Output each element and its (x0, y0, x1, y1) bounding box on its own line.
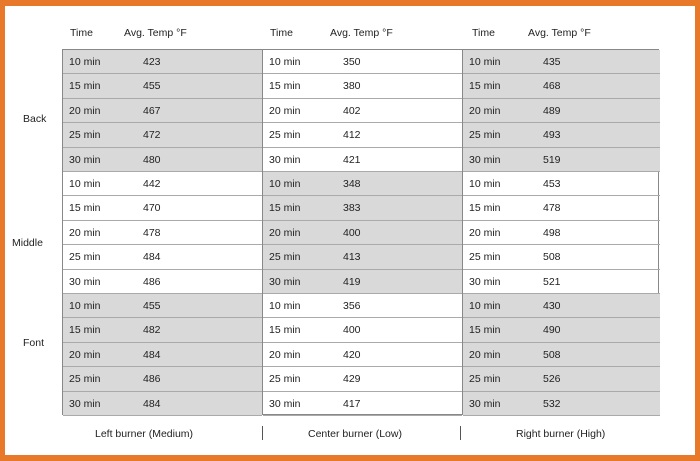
time-cell: 25 min (269, 251, 301, 264)
temp-cell: 420 (343, 348, 361, 361)
temp-cell: 412 (343, 129, 361, 142)
temp-cell: 417 (343, 397, 361, 410)
footer-divider (262, 426, 263, 440)
temp-cell: 429 (343, 373, 361, 386)
time-cell: 15 min (469, 202, 501, 215)
temp-cell: 455 (143, 300, 161, 312)
time-cell: 10 min (69, 300, 101, 312)
temp-cell: 380 (343, 80, 361, 93)
time-cell: 10 min (469, 300, 501, 312)
time-cell: 10 min (269, 300, 301, 312)
time-cell: 20 min (69, 104, 101, 117)
table-row (263, 343, 462, 367)
temp-cell: 468 (543, 80, 561, 93)
temp-cell: 400 (343, 226, 361, 239)
table-row (463, 172, 660, 196)
time-cell: 30 min (469, 397, 501, 410)
table-row (63, 343, 262, 367)
time-cell: 30 min (269, 397, 301, 410)
time-cell: 15 min (469, 80, 501, 93)
table-row (263, 392, 462, 416)
table-row (63, 367, 262, 391)
row-label-back: Back (23, 113, 47, 125)
center-burner-label: Center burner (Low) (308, 428, 402, 440)
table-row (463, 367, 660, 391)
header-temp-right: Avg. Temp °F (528, 27, 591, 39)
temp-cell: 348 (343, 178, 361, 190)
footer-divider (460, 426, 461, 440)
temp-cell: 480 (143, 153, 161, 166)
left-burner-label: Left burner (Medium) (95, 428, 194, 440)
table-row (463, 343, 660, 367)
table-row (263, 221, 462, 245)
time-cell: 20 min (69, 226, 101, 239)
time-cell: 10 min (469, 178, 501, 190)
temp-cell: 493 (543, 129, 561, 142)
temperature-table (62, 49, 659, 415)
temp-cell: 508 (543, 348, 561, 361)
temp-cell: 526 (543, 373, 561, 386)
temp-cell: 455 (143, 80, 161, 93)
temp-cell: 486 (143, 275, 161, 288)
temp-cell: 350 (343, 56, 361, 68)
table-row (263, 123, 462, 147)
time-cell: 20 min (269, 104, 301, 117)
table-row (263, 270, 462, 294)
table-row (63, 392, 262, 416)
time-cell: 15 min (69, 80, 101, 93)
temp-cell: 435 (543, 56, 561, 68)
time-cell: 10 min (69, 178, 101, 190)
table-row (263, 196, 462, 220)
center-burner-column (262, 50, 462, 414)
left-burner-column (63, 50, 262, 414)
table-row (463, 74, 660, 98)
time-cell: 25 min (469, 129, 501, 142)
time-cell: 25 min (69, 373, 101, 386)
time-cell: 20 min (469, 104, 501, 117)
temp-cell: 490 (543, 324, 561, 337)
table-row (63, 50, 262, 74)
time-cell: 25 min (69, 129, 101, 142)
time-cell: 15 min (269, 324, 301, 337)
time-cell: 15 min (69, 324, 101, 337)
time-cell: 10 min (69, 56, 101, 68)
row-label-font: Font (23, 337, 45, 349)
right-burner-column (462, 50, 660, 414)
temp-cell: 532 (543, 397, 561, 410)
temp-cell: 421 (343, 153, 361, 166)
header-time-right: Time (472, 27, 495, 39)
time-cell: 30 min (69, 153, 101, 166)
time-cell: 30 min (69, 397, 101, 410)
table-row (463, 196, 660, 220)
time-cell: 20 min (269, 348, 301, 361)
table-row (463, 392, 660, 416)
time-cell: 25 min (269, 129, 301, 142)
table-row (463, 270, 660, 294)
time-cell: 10 min (269, 56, 301, 68)
temp-cell: 498 (543, 226, 561, 239)
temp-cell: 482 (143, 324, 161, 337)
temp-cell: 484 (143, 397, 161, 410)
time-cell: 20 min (69, 348, 101, 361)
time-cell: 15 min (469, 324, 501, 337)
table-row (263, 367, 462, 391)
temp-cell: 484 (143, 348, 161, 361)
table-row (463, 221, 660, 245)
time-cell: 25 min (469, 251, 501, 264)
row-label-middle: Middle (12, 237, 43, 249)
table-row (463, 294, 660, 318)
temp-cell: 430 (543, 300, 561, 312)
right-burner-label: Right burner (High) (516, 428, 606, 440)
table-row (63, 294, 262, 318)
table-row (63, 318, 262, 342)
temp-cell: 521 (543, 275, 561, 288)
time-cell: 25 min (469, 373, 501, 386)
table-row (463, 245, 660, 269)
table-row (63, 245, 262, 269)
table-row (63, 172, 262, 196)
time-cell: 20 min (269, 226, 301, 239)
time-cell: 10 min (469, 56, 501, 68)
time-cell: 10 min (269, 178, 301, 190)
temp-cell: 423 (143, 56, 161, 68)
temp-cell: 484 (143, 251, 161, 264)
time-cell: 30 min (469, 275, 501, 288)
time-cell: 30 min (69, 275, 101, 288)
header-temp-center: Avg. Temp °F (330, 27, 393, 39)
temp-cell: 478 (543, 202, 561, 215)
table-row (263, 148, 462, 172)
time-cell: 15 min (69, 202, 101, 215)
temp-cell: 453 (543, 178, 561, 190)
time-cell: 30 min (469, 153, 501, 166)
table-row (463, 99, 660, 123)
temp-cell: 402 (343, 104, 361, 117)
temp-cell: 519 (543, 153, 561, 166)
table-row (263, 50, 462, 74)
table-row (63, 148, 262, 172)
header-time-center: Time (270, 27, 293, 39)
time-cell: 15 min (269, 202, 301, 215)
temp-cell: 508 (543, 251, 561, 264)
time-cell: 20 min (469, 226, 501, 239)
temp-cell: 472 (143, 129, 161, 142)
temp-cell: 400 (343, 324, 361, 337)
table-row (263, 99, 462, 123)
time-cell: 30 min (269, 275, 301, 288)
temp-cell: 356 (343, 300, 361, 312)
table-row (63, 99, 262, 123)
table-row (263, 294, 462, 318)
table-row (463, 123, 660, 147)
table-row (63, 196, 262, 220)
time-cell: 15 min (269, 80, 301, 93)
table-row (263, 318, 462, 342)
temp-cell: 470 (143, 202, 161, 215)
table-row (63, 270, 262, 294)
time-cell: 30 min (269, 153, 301, 166)
table-row (463, 148, 660, 172)
table-row (463, 318, 660, 342)
table-row (63, 221, 262, 245)
temp-cell: 419 (343, 275, 361, 288)
time-cell: 25 min (269, 373, 301, 386)
temp-cell: 413 (343, 251, 361, 264)
time-cell: 20 min (469, 348, 501, 361)
header-time-left: Time (70, 27, 93, 39)
table-row (463, 50, 660, 74)
table-row (263, 172, 462, 196)
header-temp-left: Avg. Temp °F (124, 27, 187, 39)
temp-cell: 478 (143, 226, 161, 239)
table-row (63, 74, 262, 98)
table-row (263, 74, 462, 98)
temp-cell: 383 (343, 202, 361, 215)
temp-cell: 467 (143, 104, 161, 117)
temp-cell: 489 (543, 104, 561, 117)
table-row (63, 123, 262, 147)
temp-cell: 486 (143, 373, 161, 386)
time-cell: 25 min (69, 251, 101, 264)
table-row (263, 245, 462, 269)
temp-cell: 442 (143, 178, 161, 190)
